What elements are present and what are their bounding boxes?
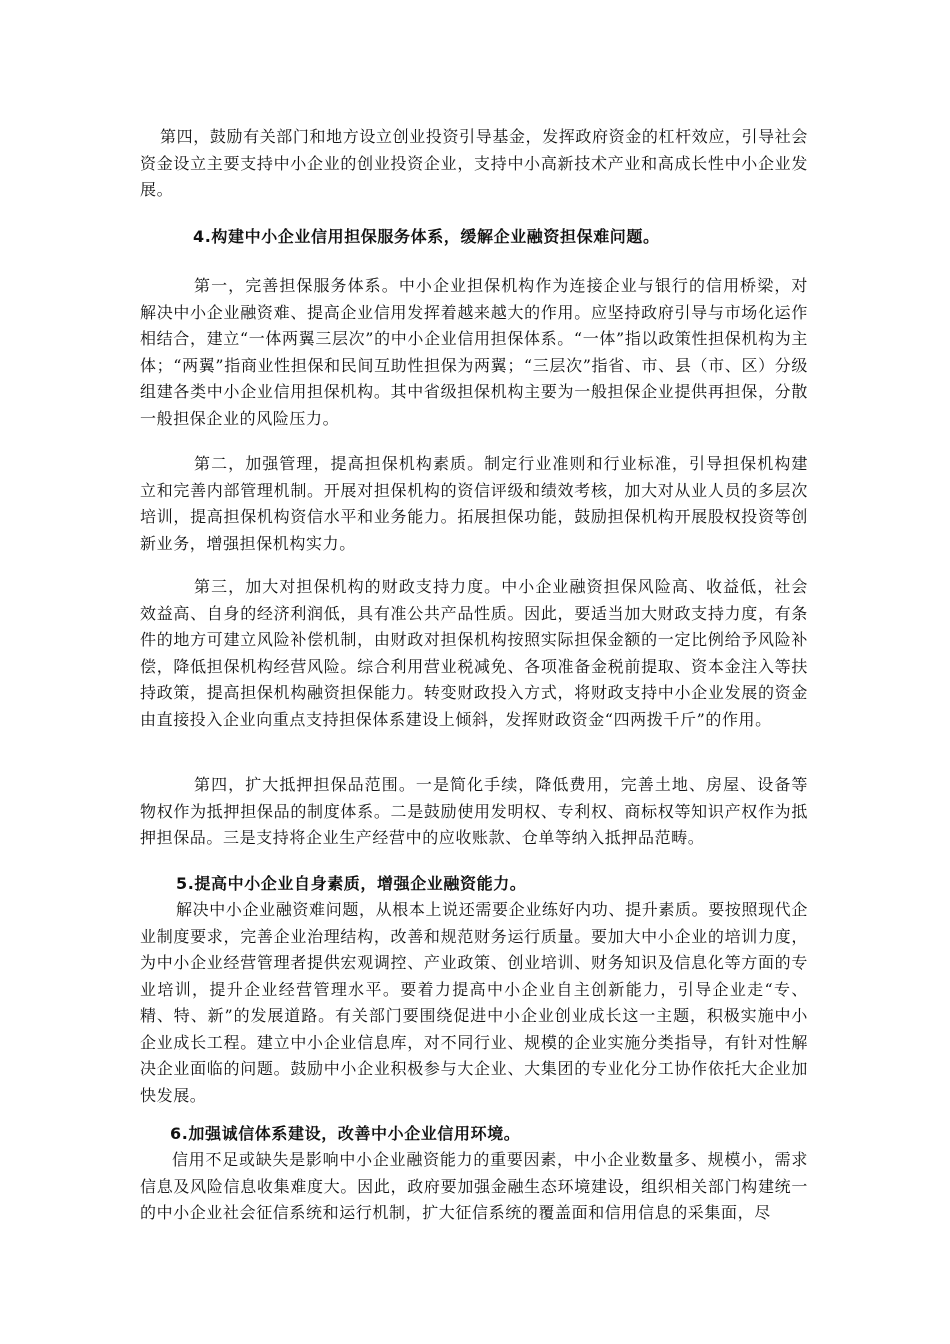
heading-section-5: 5.提高中小企业自身素质，增强企业融资能力。: [176, 874, 527, 893]
paragraph-fiscal-support: 第三，加大对担保机构的财政支持力度。中小企业融资担保风险高、收益低，社会效益高、自身的经济利润低，具有准公共产品性质。因此，要适当加大财政支持力度，有条件的地方可建立风险补偿机制，由财政对担保机构按照实际担保金额的一定比例给予风险补偿，降低担保机构经营风险。综合利用营业税减免、各项准备金税前提取、资本金注入等扶持政策，提高担保机构融资担保能力。转变财政投入方式，将财政支持中小企业发展的资金由直接投入企业向重点支持担保体系建设上倾斜，发挥财政资金“四两拨千斤”的作用。: [140, 577, 808, 729]
heading-section-6: 6.加强诚信体系建设，改善中小企业信用环境。: [170, 1124, 521, 1143]
paragraph-venture-fund: 第四，鼓励有关部门和地方设立创业投资引导基金，发挥政府资金的杠杆效应，引导社会资金设立主要支持中小企业的创业投资企业，支持中小高新技术产业和高成长性中小企业发展。: [140, 127, 808, 199]
paragraph-guarantee-management: 第二，加强管理，提高担保机构素质。制定行业准则和行业标准，引导担保机构建立和完善内部管理机制。开展对担保机构的资信评级和绩效考核，加大对从业人员的多层次培训，提高担保机构资信水平和业务能力。拓展担保功能，鼓励担保机构开展股权投资等创新业务，增强担保机构实力。: [140, 454, 808, 553]
heading-section-4: 4.构建中小企业信用担保服务体系，缓解企业融资担保难问题。: [193, 227, 660, 246]
paragraph-credit-environment: 信用不足或缺失是影响中小企业融资能力的重要因素，中小企业数量多、规模小，需求信息及风险信息收集难度大。因此，政府要加强金融生态环境建设，组织相关部门构建统一的中小企业社会征信系统和运行机制，扩大征信系统的覆盖面和信用信息的采集面，尽: [140, 1150, 808, 1222]
paragraph-collateral-range: 第四，扩大抵押担保品范围。一是简化手续，降低费用，完善土地、房屋、设备等物权作为抵押担保品的制度体系。二是鼓励使用发明权、专利权、商标权等知识产权作为抵押担保品。三是支持将企业生产经营中的应收账款、仓单等纳入抵押品范畴。: [140, 775, 808, 847]
paragraph-self-quality: 解决中小企业融资难问题，从根本上说还需要企业练好内功、提升素质。要按照现代企业制度要求，完善企业治理结构，改善和规范财务运行质量。要加大中小企业的培训力度，为中小企业经营管理者提供宏观调控、产业政策、创业培训、财务知识及信息化等方面的专业培训，提升企业经营管理水平。要着力提高中小企业自主创新能力，引导企业走“专、精、特、新”的发展道路。有关部门要围绕促进中小企业创业成长这一主题，积极实施中小企业成长工程。建立中小企业信息库，对不同行业、规模的企业实施分类指导，有针对性解决企业面临的问题。鼓励中小企业积极参与大企业、大集团的专业化分工协作依托大企业加快发展。: [140, 900, 808, 1105]
paragraph-guarantee-system: 第一，完善担保服务体系。中小企业担保机构作为连接企业与银行的信用桥梁，对解决中小企业融资难、提高企业信用发挥着越来越大的作用。应坚持政府引导与市场化运作相结合，建立“一体两翼三层次”的中小企业信用担保体系。“一体”指以政策性担保机构为主体；“两翼”指商业性担保和民间互助性担保为两翼；“三层次”指省、市、县（市、区）分级组建各类中小企业信用担保机构。其中省级担保机构主要为一般担保企业提供再担保，分散一般担保企业的风险压力。: [140, 276, 808, 428]
